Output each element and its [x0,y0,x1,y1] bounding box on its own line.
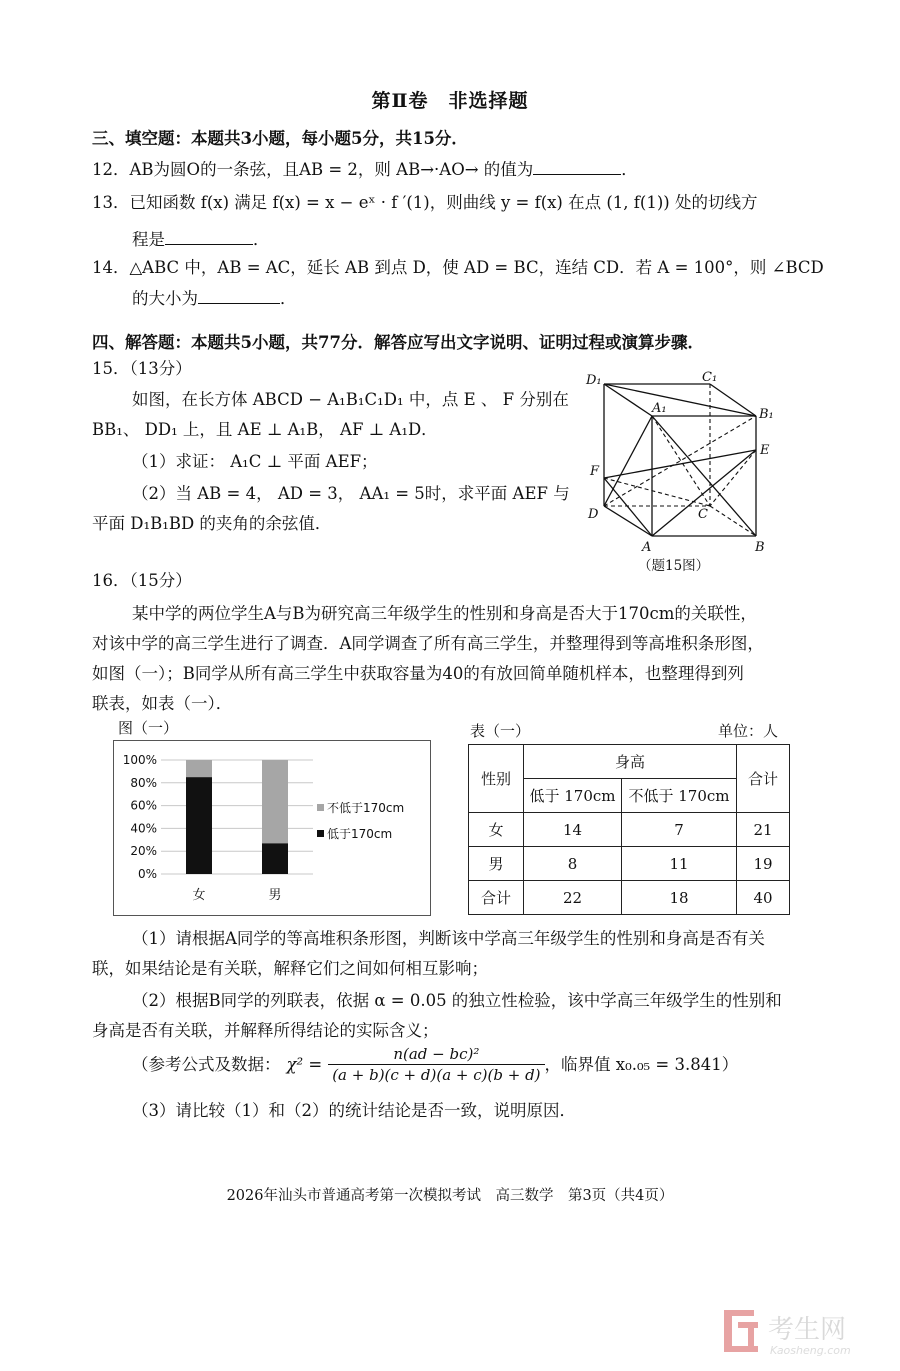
header-high: 不低于 170cm [622,779,737,813]
legend-swatch [317,804,324,811]
question-16-part1-b: 联，如果结论是有关联，解释它们之间如何相互影响； [92,959,488,978]
question-16-part1-a: （1）请根据A同学的等高堆积条形图，判断该中学高三年级学生的性别和身高是否有关 [132,929,765,948]
question-16-number: 16．（15分） [92,571,192,590]
y-tick-label: 0% [137,867,157,881]
question-13-line1: 13．已知函数 f(x) 满足 f(x) = x − eˣ · f ′(1)，则曲线 y = f(x) 在点 (1, f(1)) 处的切线方 [92,193,758,212]
section3-heading: 三、填空题：本题共3小题，每小题5分，共15分． [92,129,468,148]
question-16-part2-a: （2）根据B同学的列联表，依据 α = 0.05 的独立性检验，该中学高三年级学生的性别和 [132,991,782,1010]
legend-label: 低于170cm [327,827,393,841]
legend-label: 不低于170cm [327,801,405,815]
x-tick-label: 男 [268,888,282,903]
page-footer: 2026年汕头市普通高考第一次模拟考试 高三数学 第3页（共4页） [226,1188,674,1204]
table-row: 合计 22 18 40 [469,881,790,915]
y-tick-label: 20% [130,844,157,859]
cuboid-figure [580,368,790,578]
formula-fraction: $\frac{\text{n(ad − bc)²}}{(a + b)(c + d)(a + c)(b + d)}$ [328,1044,544,1085]
contingency-table [468,744,790,915]
y-tick-label: 60% [130,798,157,813]
table-row: 女 14 7 21 [469,813,790,847]
question-15-part1: （1）求证： A₁C ⊥ 平面 AEF； [132,452,378,471]
x-tick-label: 女 [192,888,206,903]
stacked-bar-chart [113,740,431,916]
reference-formula: （参考公式及数据： χ² = $\frac{\text{n(ad − bc)²}}{(a + b)(c + d)(a + c)(b + d)}$ ，临界值 x₀.₀₅ = 3.841） [132,1045,739,1084]
question-16-text-1: 某中学的两位学生A与B为研究高三年级学生的性别和身高是否大于170cm的关联性， [132,604,757,623]
legend-swatch [317,830,324,837]
label-d: D [588,507,599,522]
bar-segment [186,760,212,777]
y-tick-label: 40% [130,821,157,836]
label-e: E [760,443,770,458]
question-15-text-2: BB₁、 DD₁ 上，且 AE ⊥ A₁B， AF ⊥ A₁D． [92,420,438,439]
table-caption: 表（一） [470,722,531,740]
label-f: F [590,464,600,479]
page-title: 第Ⅱ卷 非选择题 [371,90,529,112]
question-12: 12．AB为圆O的一条弦，且AB = 2，则 AB→·AO→ 的值为 ． [92,160,638,179]
question-15-part2-cont: 平面 D₁B₁BD 的夹角的余弦值． [92,514,332,533]
question-16-text-2: 对该中学的高三学生进行了调查．A同学调查了所有高三学生，并整理得到等高堆积条形图， [92,634,764,653]
label-c1: C₁ [702,370,718,385]
bar-segment [262,760,288,843]
label-a1: A₁ [652,401,667,416]
question-16-text-4: 联表，如表（一）． [92,694,233,713]
label-a: A [642,540,652,555]
question-15-number: 15．（13分） [92,359,192,378]
question-15-part2: （2）当 AB = 4， AD = 3， AA₁ = 5时，求平面 AEF 与 [132,484,570,503]
table-unit: 单位：人 [718,722,779,740]
question-16-part2-b: 身高是否有关联，并解释所得结论的实际含义； [92,1021,439,1040]
section4-heading: 四、解答题：本题共5小题，共77分．解答应写出文字说明、证明过程或演算步骤． [92,333,704,352]
kaosheng-logo [720,1304,890,1360]
header-total: 合计 [737,745,790,813]
header-low: 低于 170cm [524,779,622,813]
figure15-caption: （题15图） [638,558,710,574]
label-b1: B₁ [759,407,774,422]
watermark-url: Kaosheng.com [770,1344,851,1357]
question-16-text-3: 如图（一）；B同学从所有高三学生中获取容量为40的有放回简单随机样本，也整理得到列 [92,664,744,683]
question-15-text-1: 如图，在长方体 ABCD − A₁B₁C₁D₁ 中，点 E 、 F 分别在 [132,390,569,409]
y-tick-label: 80% [130,775,157,790]
label-c: C [698,507,708,522]
question-14-line1: 14．△ABC 中，AB = AC，延长 AB 到点 D，使 AD = BC，连结 CD．若 A = 100°，则 ∠BCD [92,258,824,277]
label-b: B [755,540,765,555]
watermark-brand: 考生网 [768,1315,847,1345]
table-row: 男 8 11 19 [469,847,790,881]
header-height: 身高 [524,745,737,779]
header-gender: 性别 [469,745,524,813]
question-16-part3: （3）请比较（1）和（2）的统计结论是否一致，说明原因． [132,1101,576,1120]
bar-segment [262,843,288,874]
question-13-line2: 程是 ． [132,230,270,249]
label-d1: D₁ [586,373,602,388]
question-14-line2: 的大小为 ． [132,289,297,308]
chart-caption: 图（一） [118,719,179,737]
bar-segment [186,777,212,874]
y-tick-label: 100% [122,753,157,767]
